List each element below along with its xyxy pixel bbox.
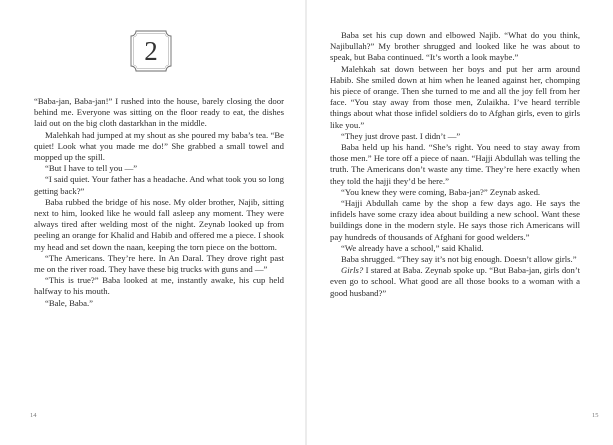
paragraph-text: I stared at Baba. Zeynab spoke up. “But Baba-jan, girls don’t even go to school. What good are all those books to a woman with a good husband?” [330, 265, 580, 298]
paragraph [330, 265, 580, 299]
paragraph: Baba set his cup down and elbowed Najib. “What do you think, Najibullah?” My brother shrugged and looked like he was about to speak, but Baba continued. “It’s worth a look maybe.” [330, 30, 580, 63]
chapter-number: 2 [144, 35, 158, 66]
paragraph: Baba shrugged. “They say it’s not big enough. Doesn’t allow girls.” [341, 254, 577, 265]
paragraph: “Baba-jan, Baba-jan!” I rushed into the house, barely closing the door behind me. Everyone was sitting on the floor ready to eat, the dishes laid out on the big cloth dastarkhan in the middle. [34, 96, 284, 129]
paragraph: “But I have to tell you —” [45, 163, 138, 174]
paragraph: “Bale, Baba.” [45, 297, 93, 308]
paragraph: Baba held up his hand. “She’s right. You need to stay away from those men.” He tore off a piece of naan. “Hajji Abdullah was telling the truth. The Americans don’t waste any time. They’re here exactly when they told the hajji they’d be here.” [330, 142, 580, 186]
left-page [0, 0, 306, 445]
italic-word: Girls? [341, 265, 364, 276]
paragraph: “I said quiet. Your father has a headache. And what took you so long getting back?” [34, 174, 284, 196]
paragraph: “They just drove past. I didn’t —” [341, 130, 461, 141]
paragraph: Baba rubbed the bridge of his nose. My older brother, Najib, sitting next to him, looked like he would fall asleep any moment. They were always tired after welding most of the night. Zeynab looked up from peeling an orange for Khalid and Habib and offered me a piece. I shook my head and set down the naan, keeping the torn piece on the bottom. [34, 196, 284, 252]
paragraph: Malehkah had jumped at my shout as she poured my baba’s tea. “Be quiet! Look what you made me do!” She grabbed a small towel and mopped up the spill. [34, 129, 284, 163]
right-page [307, 0, 613, 445]
paragraph: “The Americans. They’re here. In An Daral. They drove right past me on the river road. They have these big trucks with guns and —” [34, 252, 284, 275]
paragraph: “Hajji Abdullah came by the shop a few days ago. He says the infidels have some crazy idea about building a new school. Want these buildings done in the modern style. He says those rich Americans will pay hundreds of thousands of Afghani for good welders.” [330, 198, 580, 242]
right-page-body [330, 30, 580, 299]
chapter-heading [130, 30, 172, 72]
page-number-right: 15 [592, 412, 599, 419]
paragraph: Malehkah sat down between her boys and put her arm around Habib. She smiled down at him when he leaned against her, chomping his piece of orange. Then she turned to me and all the joy fell from her face. “You stay away from those men, Zulaikha. I’ve heard terrible things about what those infidel soldiers do to Afghan girls, even to girls like you.” [330, 63, 580, 130]
page-number-left: 14 [30, 412, 37, 419]
paragraph: “We already have a school,” said Khalid. [341, 242, 484, 253]
paragraph: “This is true?” Baba looked at me, instantly awake, his cup held halfway to his mouth. [34, 275, 284, 297]
left-page-body [34, 96, 284, 309]
paragraph: “You knew they were coming, Baba-jan?” Zeynab asked. [341, 186, 541, 197]
